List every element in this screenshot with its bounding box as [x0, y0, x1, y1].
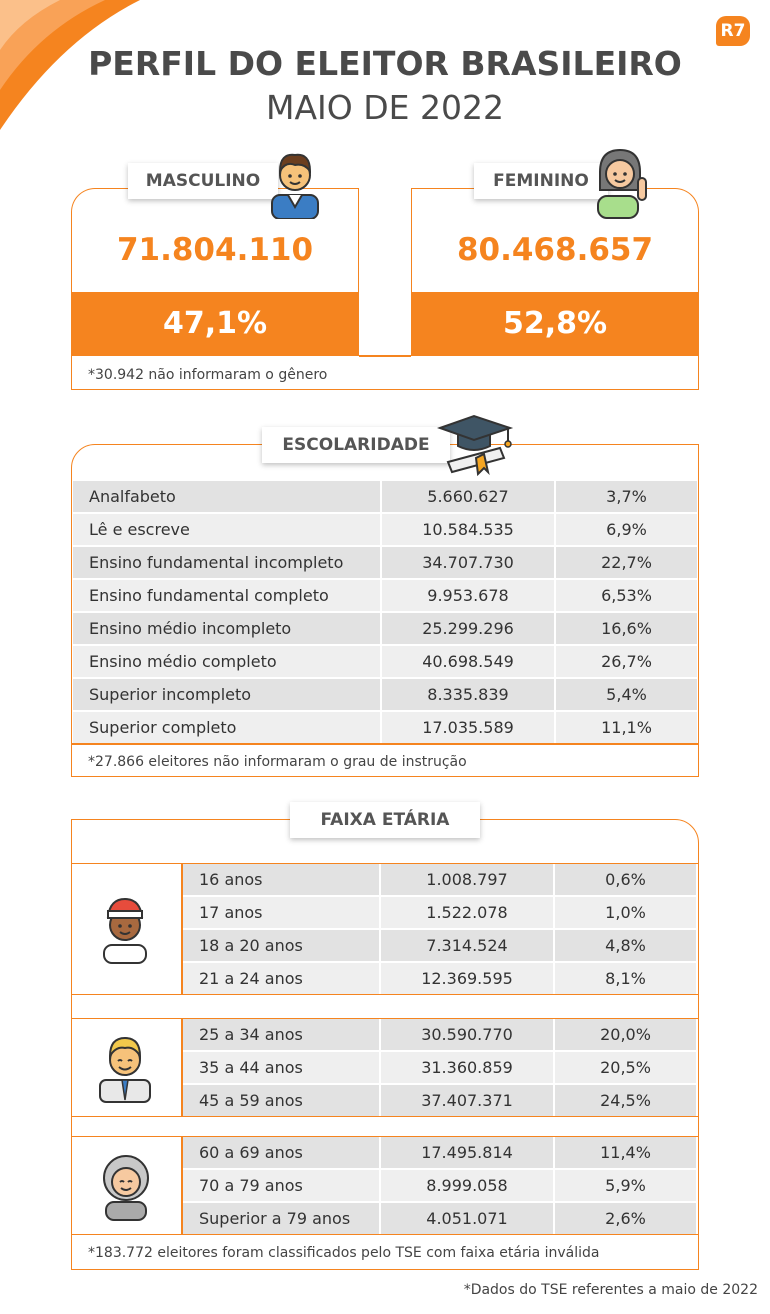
row-value: 8.999.058 — [379, 1170, 555, 1201]
row-value: 9.953.678 — [380, 580, 556, 611]
masculino-percent: 47,1% — [71, 292, 359, 356]
table-row — [183, 930, 696, 961]
row-percent: 3,7% — [606, 487, 647, 506]
row-label: 17 anos — [199, 903, 263, 922]
table-row — [73, 514, 697, 545]
page-title: PERFIL DO ELEITOR BRASILEIRO — [88, 44, 682, 83]
masculino-total: 71.804.110 — [116, 232, 314, 268]
row-label: 21 a 24 anos — [199, 969, 303, 988]
r7-logo: R7 — [716, 16, 750, 46]
row-percent: 11,1% — [601, 718, 652, 737]
row-value: 25.299.296 — [380, 613, 556, 644]
feminino-label: FEMININO — [474, 163, 608, 199]
table-row — [73, 481, 697, 512]
row-label: Superior incompleto — [89, 685, 252, 704]
escolaridade-note-divider — [71, 743, 699, 745]
faixa-etaria-label: FAIXA ETÁRIA — [290, 802, 480, 838]
row-percent: 16,6% — [601, 619, 652, 638]
feminino-percent: 52,8% — [411, 292, 699, 356]
row-percent: 2,6% — [605, 1209, 646, 1228]
row-value: 31.360.859 — [379, 1052, 555, 1083]
row-label: 60 a 69 anos — [199, 1143, 303, 1162]
row-value: 8.335.839 — [380, 679, 556, 710]
row-percent: 6,53% — [601, 586, 652, 605]
row-value: 7.314.524 — [379, 930, 555, 961]
row-value: 10.584.535 — [380, 514, 556, 545]
row-value: 4.051.071 — [379, 1203, 555, 1234]
row-label: 35 a 44 anos — [199, 1058, 303, 1077]
genero-right-line — [698, 292, 700, 356]
row-label: 18 a 20 anos — [199, 936, 303, 955]
feminino-total: 80.468.657 — [456, 232, 654, 268]
footer-source: *Dados do TSE referentes a maio de 2022 — [463, 1282, 758, 1298]
masculino-label: MASCULINO — [128, 163, 278, 199]
row-percent: 20,5% — [600, 1058, 651, 1077]
young-person-icon — [98, 893, 152, 965]
table-row — [183, 1137, 696, 1168]
table-row — [183, 897, 696, 928]
row-label: 16 anos — [199, 870, 263, 889]
row-value: 1.008.797 — [379, 864, 555, 895]
adult-person-icon — [96, 1030, 154, 1104]
genero-note: *30.942 não informaram o gênero — [88, 367, 328, 383]
row-value: 17.495.814 — [379, 1137, 555, 1168]
row-percent: 22,7% — [601, 553, 652, 572]
row-value: 40.698.549 — [380, 646, 556, 677]
table-row — [183, 1019, 696, 1050]
row-percent: 24,5% — [600, 1091, 651, 1110]
man-icon — [268, 145, 322, 219]
row-percent: 5,4% — [606, 685, 647, 704]
page-subtitle: MAIO DE 2022 — [266, 88, 504, 127]
table-row — [73, 613, 697, 644]
row-label: 70 a 79 anos — [199, 1176, 303, 1195]
table-row — [73, 646, 697, 677]
table-row — [183, 1203, 696, 1234]
row-value: 5.660.627 — [380, 481, 556, 512]
row-label: Ensino médio completo — [89, 652, 277, 671]
row-percent: 1,0% — [605, 903, 646, 922]
row-percent: 20,0% — [600, 1025, 651, 1044]
row-label: Superior completo — [89, 718, 237, 737]
row-value: 12.369.595 — [379, 963, 555, 994]
table-row — [73, 679, 697, 710]
row-percent: 5,9% — [605, 1176, 646, 1195]
row-label: Analfabeto — [89, 487, 176, 506]
table-row — [183, 1085, 696, 1116]
table-row — [73, 580, 697, 611]
row-label: Lê e escreve — [89, 520, 190, 539]
row-percent: 8,1% — [605, 969, 646, 988]
escolaridade-label: ESCOLARIDADE — [262, 427, 450, 463]
row-label: Ensino médio incompleto — [89, 619, 292, 638]
row-percent: 6,9% — [606, 520, 647, 539]
table-row — [183, 1170, 696, 1201]
row-value: 37.407.371 — [379, 1085, 555, 1116]
row-value: 30.590.770 — [379, 1019, 555, 1050]
table-row — [73, 712, 697, 743]
escolaridade-note: *27.866 eleitores não informaram o grau de instrução — [88, 754, 467, 770]
genero-left-line — [71, 292, 73, 356]
row-label: Ensino fundamental completo — [89, 586, 329, 605]
woman-icon — [592, 144, 650, 220]
row-label: Superior a 79 anos — [199, 1209, 351, 1228]
row-percent: 11,4% — [600, 1143, 651, 1162]
genero-mid-line — [359, 355, 411, 357]
graduation-cap-icon — [436, 412, 514, 478]
row-percent: 26,7% — [601, 652, 652, 671]
table-row — [183, 1052, 696, 1083]
row-value: 1.522.078 — [379, 897, 555, 928]
table-row — [73, 547, 697, 578]
row-percent: 0,6% — [605, 870, 646, 889]
faixa-etaria-note: *183.772 eleitores foram classificados pelo TSE com faixa etária inválida — [88, 1245, 600, 1261]
row-label: 45 a 59 anos — [199, 1091, 303, 1110]
row-label: 25 a 34 anos — [199, 1025, 303, 1044]
table-row — [183, 963, 696, 994]
row-value: 17.035.589 — [380, 712, 556, 743]
row-value: 34.707.730 — [380, 547, 556, 578]
elderly-person-icon — [98, 1150, 154, 1222]
row-percent: 4,8% — [605, 936, 646, 955]
table-row — [183, 864, 696, 895]
row-label: Ensino fundamental incompleto — [89, 553, 344, 572]
